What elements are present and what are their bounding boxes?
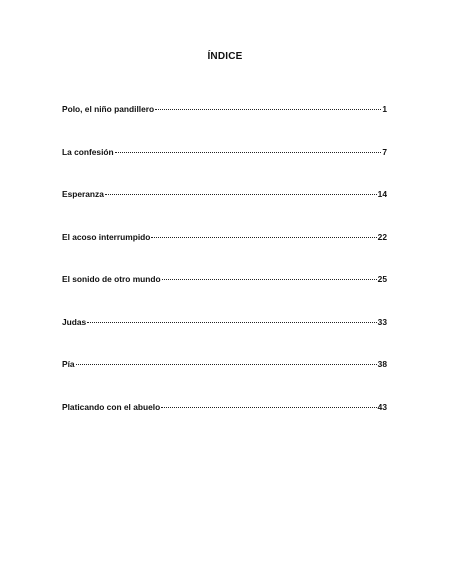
toc-entry: [62, 147, 387, 159]
toc-entry-page: 33: [377, 316, 387, 327]
toc-entry-page: 7: [382, 146, 387, 157]
toc-entry: [62, 274, 387, 286]
dot-leader: [115, 152, 382, 153]
toc-entry-page: 14: [377, 189, 387, 199]
toc-entry-title: El acoso interrumpido: [62, 231, 151, 242]
page-title: ÍNDICE: [207, 51, 243, 62]
toc-entry: [62, 232, 387, 244]
toc-entry-page: 22: [377, 231, 387, 242]
toc-entry-title: La confesión: [62, 146, 114, 157]
toc-entry-title: Polo, el niño pandillero: [62, 104, 155, 114]
toc-entry-page: 38: [377, 359, 387, 369]
toc-entry: [62, 104, 387, 116]
toc-entry: [62, 359, 387, 371]
dot-leader: [105, 194, 377, 195]
toc-entry-title: Judas: [62, 316, 87, 327]
dot-leader: [161, 407, 376, 408]
dot-leader: [76, 364, 377, 365]
toc-entry-page: 43: [377, 401, 387, 412]
dot-leader: [155, 109, 381, 110]
toc-entry-title: Pía: [62, 359, 75, 369]
toc-entry: [62, 402, 387, 414]
table-of-contents: [62, 104, 387, 414]
toc-entry: [62, 317, 387, 329]
toc-entry-title: Platicando con el abuelo: [62, 401, 161, 412]
toc-entry: [62, 189, 387, 201]
toc-entry-title: El sonido de otro mundo: [62, 274, 161, 284]
toc-entry-page: 25: [377, 274, 387, 284]
toc-entry-title: Esperanza: [62, 189, 104, 199]
dot-leader: [162, 279, 377, 280]
dot-leader: [87, 322, 376, 323]
toc-entry-page: 1: [382, 104, 387, 114]
dot-leader: [151, 237, 376, 238]
